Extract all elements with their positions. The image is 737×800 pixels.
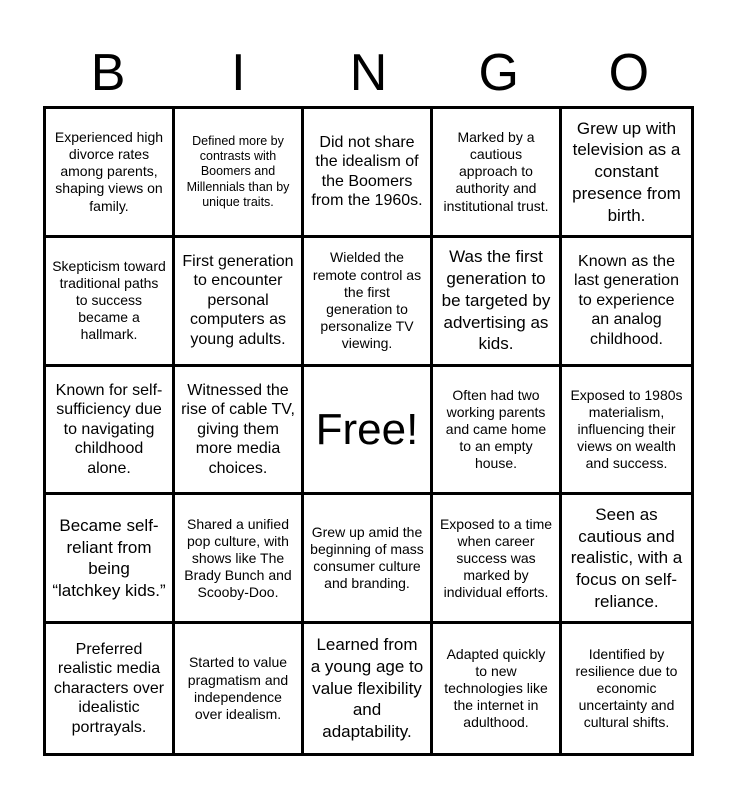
bingo-cell[interactable]: First generation to encounter personal computers as young adults. [175,238,304,367]
bingo-cell[interactable]: Did not share the idealism of the Boomers from the 1960s. [304,109,433,238]
header-letter-o: O [608,44,650,102]
bingo-cell[interactable]: Seen as cautious and realistic, with a focus on self-reliance. [562,495,691,624]
bingo-cell[interactable]: Defined more by contrasts with Boomers and Millennials than by unique traits. [175,109,304,238]
header-letter-g: G [478,44,519,102]
bingo-header [43,40,694,106]
header-letter-n: N [349,44,388,102]
bingo-cell[interactable]: Grew up amid the beginning of mass consumer culture and branding. [304,495,433,624]
bingo-cell[interactable]: Became self-reliant from being “latchkey kids.” [46,495,175,624]
bingo-cell[interactable]: Experienced high divorce rates among parents, shaping views on family. [46,109,175,238]
bingo-cell[interactable]: Learned from a young age to value flexibility and adaptability. [304,624,433,753]
bingo-board [43,106,694,756]
bingo-cell[interactable]: Shared a unified pop culture, with shows like The Brady Bunch and Scooby-Doo. [175,495,304,624]
bingo-cell[interactable]: Skepticism toward traditional paths to success became a hallmark. [46,238,175,367]
header-letter-i: I [231,44,246,102]
free-space-cell[interactable]: Free! [304,367,433,496]
bingo-cell[interactable]: Marked by a cautious approach to authority and institutional trust. [433,109,562,238]
bingo-cell[interactable]: Known for self-sufficiency due to navigating childhood alone. [46,367,175,496]
bingo-cell[interactable]: Was the first generation to be targeted by advertising as kids. [433,238,562,367]
bingo-cell[interactable]: Grew up with television as a constant presence from birth. [562,109,691,238]
bingo-cell[interactable]: Often had two working parents and came home to an empty house. [433,367,562,496]
bingo-cell[interactable]: Exposed to 1980s materialism, influencing their views on wealth and success. [562,367,691,496]
header-letter-b: B [90,44,126,102]
bingo-cell[interactable]: Adapted quickly to new technologies like the internet in adulthood. [433,624,562,753]
bingo-cell[interactable]: Known as the last generation to experience an analog childhood. [562,238,691,367]
bingo-cell[interactable]: Identified by resilience due to economic uncertainty and cultural shifts. [575,645,678,731]
bingo-cell[interactable]: Exposed to a time when career success was marked by individual efforts. [433,495,562,624]
bingo-cell[interactable]: Preferred realistic media characters over idealistic portrayals. [46,624,175,753]
bingo-cell[interactable]: Started to value pragmatism and independence over idealism. [175,624,304,753]
bingo-cell[interactable]: Wielded the remote control as the first generation to personalize TV viewing. [304,238,433,367]
bingo-cell[interactable]: Witnessed the rise of cable TV, giving them more media choices. [175,367,304,496]
